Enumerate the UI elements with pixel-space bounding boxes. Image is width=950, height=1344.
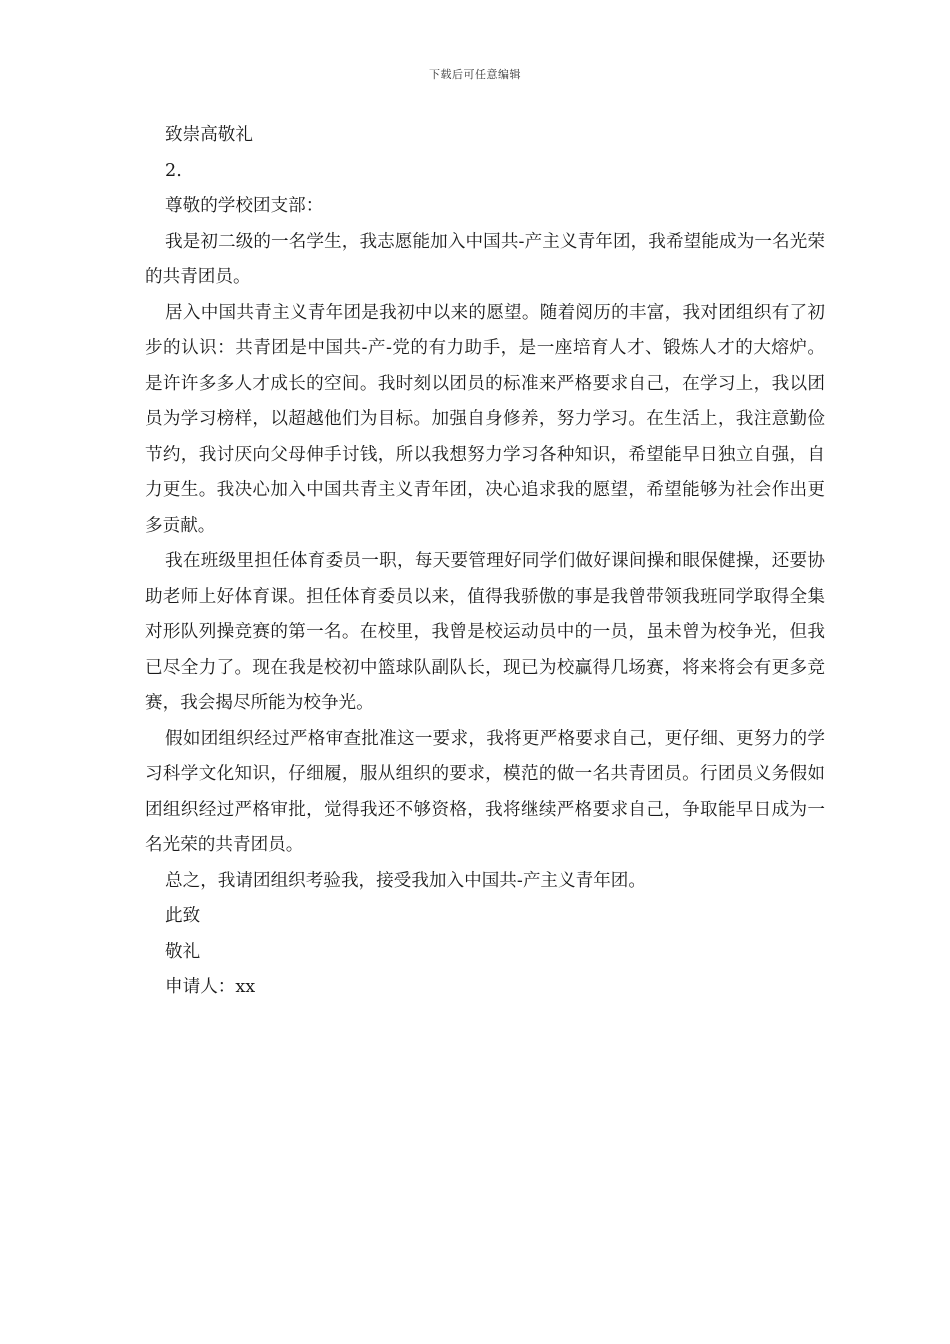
paragraph-aspiration: 居入中国共青主义青年团是我初中以来的愿望。随着阅历的丰富，我对团组织有了初步的认识：共青团是中国共-产-党的有力助手，是一座培育人才、锻炼人才的大熔炉。是许许多多人才成长的空间。我时刻以团员的标准来严格要求自己，在学习上，我以团员为学习榜样，以超越他们为目标。加强自身修养，努力学习。在生活上，我注意勤俭节约，我讨厌向父母伸手讨钱，所以我想努力学习各种知识，希望能早日独立自强，自力更生。我决心加入中国共青主义青年团，决心追求我的愿望，希望能够为社会作出更多贡献。 <box>145 302 825 536</box>
header-note: 下载后可任意编辑 <box>429 68 521 81</box>
closing-salute-line: 致崇高敬礼 <box>165 125 253 145</box>
letter-salutation: 尊敬的学校团支部： <box>165 196 324 216</box>
letter-body <box>145 118 825 1006</box>
paragraph-conclusion: 总之，我请团组织考验我，接受我加入中国共-产主义青年团。 <box>165 870 646 891</box>
paragraph-intro: 我是初二级的一名学生，我志愿能加入中国共-产主义青年团，我希望能成为一名光荣的共青团员。 <box>145 231 825 287</box>
section-number: 2. <box>165 160 182 181</box>
closing-cizhi: 此致 <box>165 906 201 926</box>
applicant-signature: 申请人：xx <box>165 977 256 997</box>
closing-jingli: 敬礼 <box>165 941 201 962</box>
paragraph-commitment: 假如团组织经过严格审查批准这一要求，我将更严格要求自己，更仔细、更努力的学习科学文化知识，仔细履，服从组织的要求，模范的做一名共青团员。行团员义务假如团组织经过严格审批，觉得我还不够资格，我将继续严格要求自己，争取能早日成为一名光荣的共青团员。 <box>145 728 825 855</box>
paragraph-class-role: 我在班级里担任体育委员一职，每天要管理好同学们做好课间操和眼保健操，还要协助老师上好体育课。担任体育委员以来，值得我骄傲的事是我曾带领我班同学取得全集对形队列操竞赛的第一名。在校里，我曾是校运动员中的一员，虽未曾为校争光，但我已尽全力了。现在我是校初中篮球队副队长，现已为校赢得几场赛，将来将会有更多竞赛，我会揭尽所能为校争光。 <box>145 551 825 713</box>
